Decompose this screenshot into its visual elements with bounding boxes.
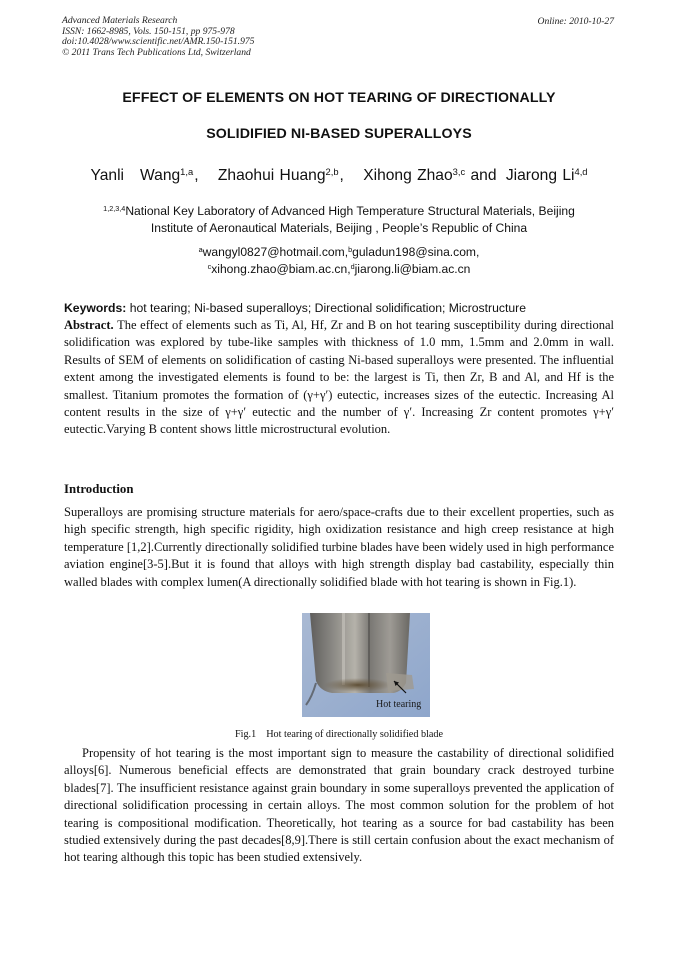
- figure-caption: [0, 729, 678, 740]
- email-line-2: $^c$xihong.zhao@biam.ac.cn,$^d$jiarong.li@biam.ac.cn: [207, 262, 471, 276]
- email-a[interactable]: wangyl0827@hotmail.com,: [202, 245, 349, 259]
- author-4: Jiarong Li$^{4,d}$: [505, 166, 588, 184]
- keywords-label: Keywords:: [64, 301, 127, 315]
- copyright-line: © 2011 Trans Tech Publications Ltd, Switzerland: [62, 46, 251, 58]
- abstract-text: The effect of elements such as Ti, Al, Hf, Zr and B on hot tearing susceptibility during directional solidification was explored by tube-like samples with thickness of 1.0 mm, 1.5mm and 2.0mm in wall. Results of SEM of elements on solidification of casting Ni-based superalloys were presented. The influential extent among the investigated elements is found to be: the largest is Ti, then Zr, B and Al, and Hf is the smallest. Titanium promotes the formation of (γ+γ′) eutectic, increases sizes of the eutectic. Increasing Al content results in the size of γ+γ′ eutectic and the number of γ′. Increasing Zr content promotes γ+γ′ eutectic.Varying B content shows little microstructural evolution.: [64, 318, 614, 437]
- abstract: [64, 317, 614, 439]
- email-d[interactable]: jiarong.li@biam.ac.cn: [354, 262, 471, 276]
- online-date: Online: 2010-10-27: [537, 16, 614, 27]
- keywords: [64, 301, 624, 315]
- journal-name: Advanced Materials Research: [62, 15, 178, 26]
- figure-hot-tearing-image: [302, 613, 430, 717]
- figure-annotation-hot-tearing: Hot tearing: [376, 699, 422, 710]
- email-c[interactable]: xihong.zhao@biam.ac.cn,: [211, 262, 351, 276]
- author-2: Zhaohui Huang$^{2,b}$,: [217, 166, 344, 184]
- figure-caption-number: Fig.1: [234, 729, 257, 740]
- journal-header: [62, 16, 254, 58]
- figure-caption-text: Hot tearing of directionally solidified blade: [266, 729, 444, 740]
- email-b[interactable]: guladun198@sina.com,: [352, 245, 480, 259]
- doi-line: doi:10.4028/www.scientific.net/AMR.150-151.975: [62, 36, 255, 48]
- author-list: [0, 167, 678, 185]
- abstract-label: Abstract.: [64, 318, 114, 332]
- affiliation-line-2: Institute of Aeronautical Materials, Beijing , People’s Republic of China: [150, 221, 528, 235]
- keywords-text: hot tearing; Ni-based superalloys; Directional solidification; Microstructure: [129, 301, 526, 315]
- section-heading-introduction: Introduction: [64, 482, 134, 496]
- intro-paragraph-1: Superalloys are promising structure materials for aero/space-crafts due to their excellent properties, such as high specific strength, high specific rigidity, high oxidization resistance and high creep resistance at high temperature [1,2].Currently directionally solidified turbine blades have been widely used in high performance aviation engine[3-5].But it is found that alloys with high strength display bad castability, especially thin walled blades with complex lumen(A directionally solidified blade with hot tearing is shown in Fig.1).: [64, 505, 614, 589]
- issn-line: ISSN: 1662-8985, Vols. 150-151, pp 975-978: [62, 25, 235, 37]
- paper-title-line-2: SOLIDIFIED NI-BASED SUPERALLOYS: [206, 126, 472, 142]
- email-line-1: $^a$wangyl0827@hotmail.com,$^b$guladun198@sina.com,: [198, 245, 480, 259]
- affiliation-line-1: $^{1,2,3,4}$National Key Laboratory of Advanced High Temperature Structural Materials, Beijing: [103, 204, 575, 218]
- intro-paragraph-2: Propensity of hot tearing is the most important sign to measure the castability of directional solidified alloys[6]. Numerous beneficial effects are demonstrated that grain boundary crack destroyed turbine blades[7]. The insufficient resistance against grain boundary in some superalloys prevented the application of directional solidification processing in certain alloys. The most common solution for the problem of hot tearing is compositional modification. Theoretically, hot tearing as a source for bad castability has been studied extensively during the past decades[8,9].There is still certain confusion about the exact mechanism of hot tearing although this topic has been studied extensively.: [64, 746, 614, 865]
- author-1: Yanli Wang$^{1,a}$,: [90, 166, 199, 184]
- author-3: Xihong Zhao$^{3,c}$ and: [363, 166, 497, 184]
- paper-title-line-1: EFFECT OF ELEMENTS ON HOT TEARING OF DIRECTIONALLY: [122, 90, 556, 106]
